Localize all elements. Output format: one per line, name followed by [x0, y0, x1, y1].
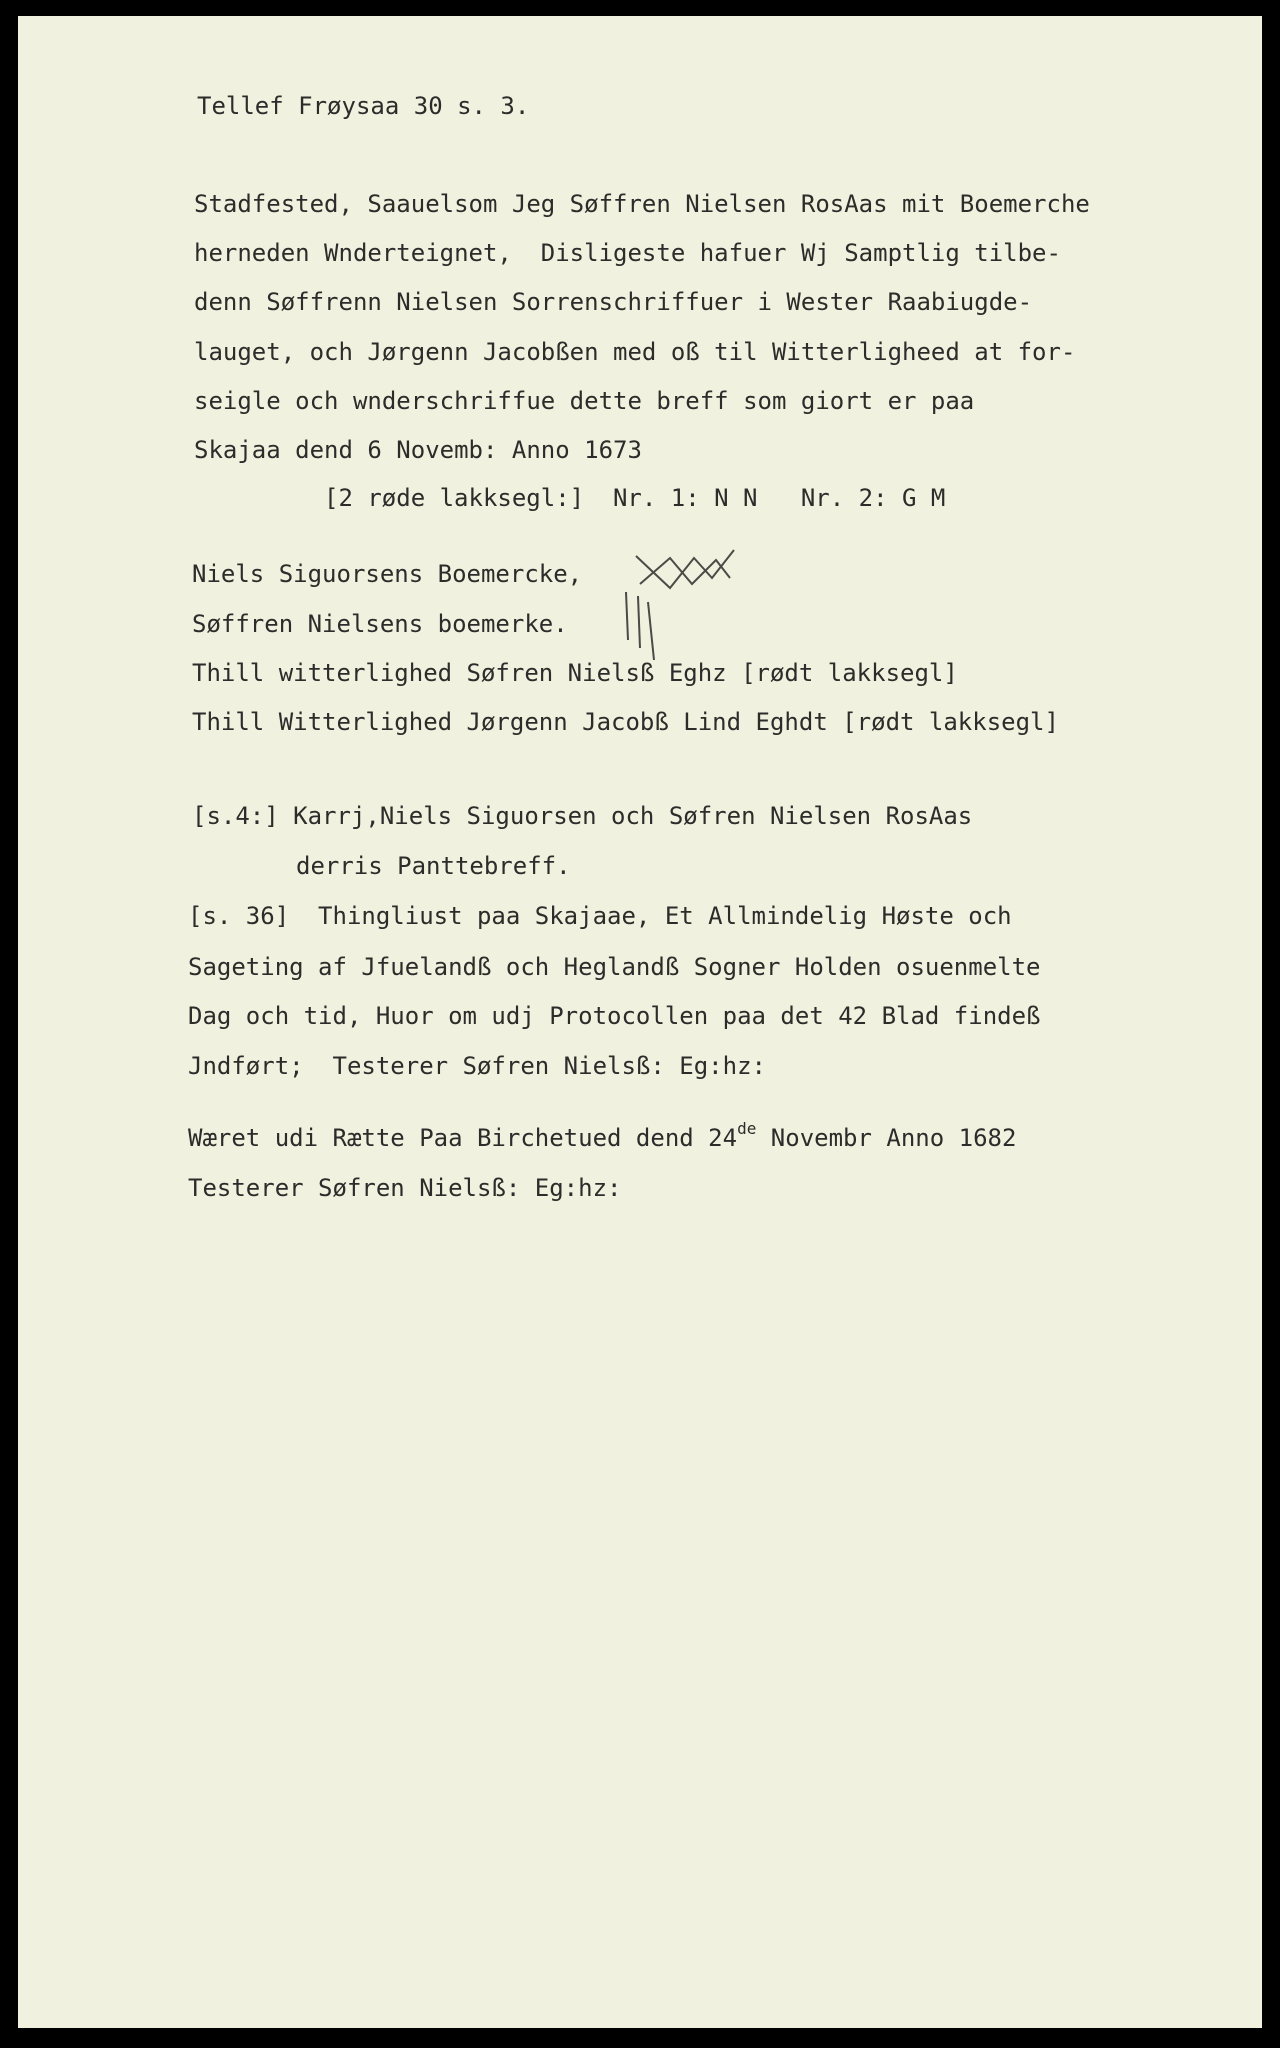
closing-line	[188, 1119, 1017, 1152]
section-s36-line: Dag och tid, Huor om udj Protocollen paa det 42 Blad findeß	[188, 1002, 1041, 1030]
document-heading: Tellef Frøysaa 30 s. 3.	[197, 92, 530, 120]
signature-line: Søffren Nielsens boemerke.	[192, 610, 568, 638]
section-s4-line: derris Panttebreff.	[296, 852, 571, 880]
stroke-housemark-icon	[618, 588, 668, 668]
seal-note: [2 røde lakksegl:] Nr. 1: N N Nr. 2: G M	[324, 484, 946, 512]
paragraph-line: seigle och wnderschriffue dette breff som giort er paa	[194, 387, 975, 415]
section-s4-line: [s.4:] Karrj,Niels Siguorsen och Søfren Nielsen RosAas	[192, 802, 973, 830]
signature-line: Niels Siguorsens Boemercke,	[192, 560, 583, 588]
paragraph-line: Skajaa dend 6 Novemb: Anno 1673	[194, 436, 642, 464]
paragraph-line: herneden Wnderteignet, Disligeste hafuer Wj Samptlig tilbe-	[194, 239, 1061, 267]
closing-line-suffix: Novembr Anno 1682	[756, 1124, 1017, 1152]
closing-line-prefix: Wæret udi Rætte Paa Birchetued dend 24	[188, 1124, 738, 1152]
section-s36-line: Sageting af Jfuelandß och Heglandß Sogner Holden osuenmelte	[188, 953, 1041, 981]
paragraph-line: lauget, och Jørgenn Jacobßen med oß til Witterligheed at for-	[194, 338, 1076, 366]
signature-line: Thill witterlighed Søfren Nielsß Eghz [rødt lakksegl]	[192, 659, 958, 687]
section-s36-line: [s. 36] Thingliust paa Skajaae, Et Allmindelig Høste och	[188, 902, 1012, 930]
closing-line-superscript: de	[737, 1119, 757, 1138]
paragraph-line: denn Søffrenn Nielsen Sorrenschriffuer i Wester Raabiugde-	[194, 288, 1033, 316]
paragraph-line: Stadfested, Saauelsom Jeg Søffren Nielsen RosAas mit Boemerche	[194, 190, 1090, 218]
section-s36-line: Jndført; Testerer Søfren Nielsß: Eg:hz:	[188, 1052, 766, 1080]
closing-line: Testerer Søfren Nielsß: Eg:hz:	[188, 1174, 622, 1202]
document-page	[18, 16, 1262, 2028]
signature-line: Thill Witterlighed Jørgenn Jacobß Lind Eghdt [rødt lakksegl]	[192, 708, 1059, 736]
